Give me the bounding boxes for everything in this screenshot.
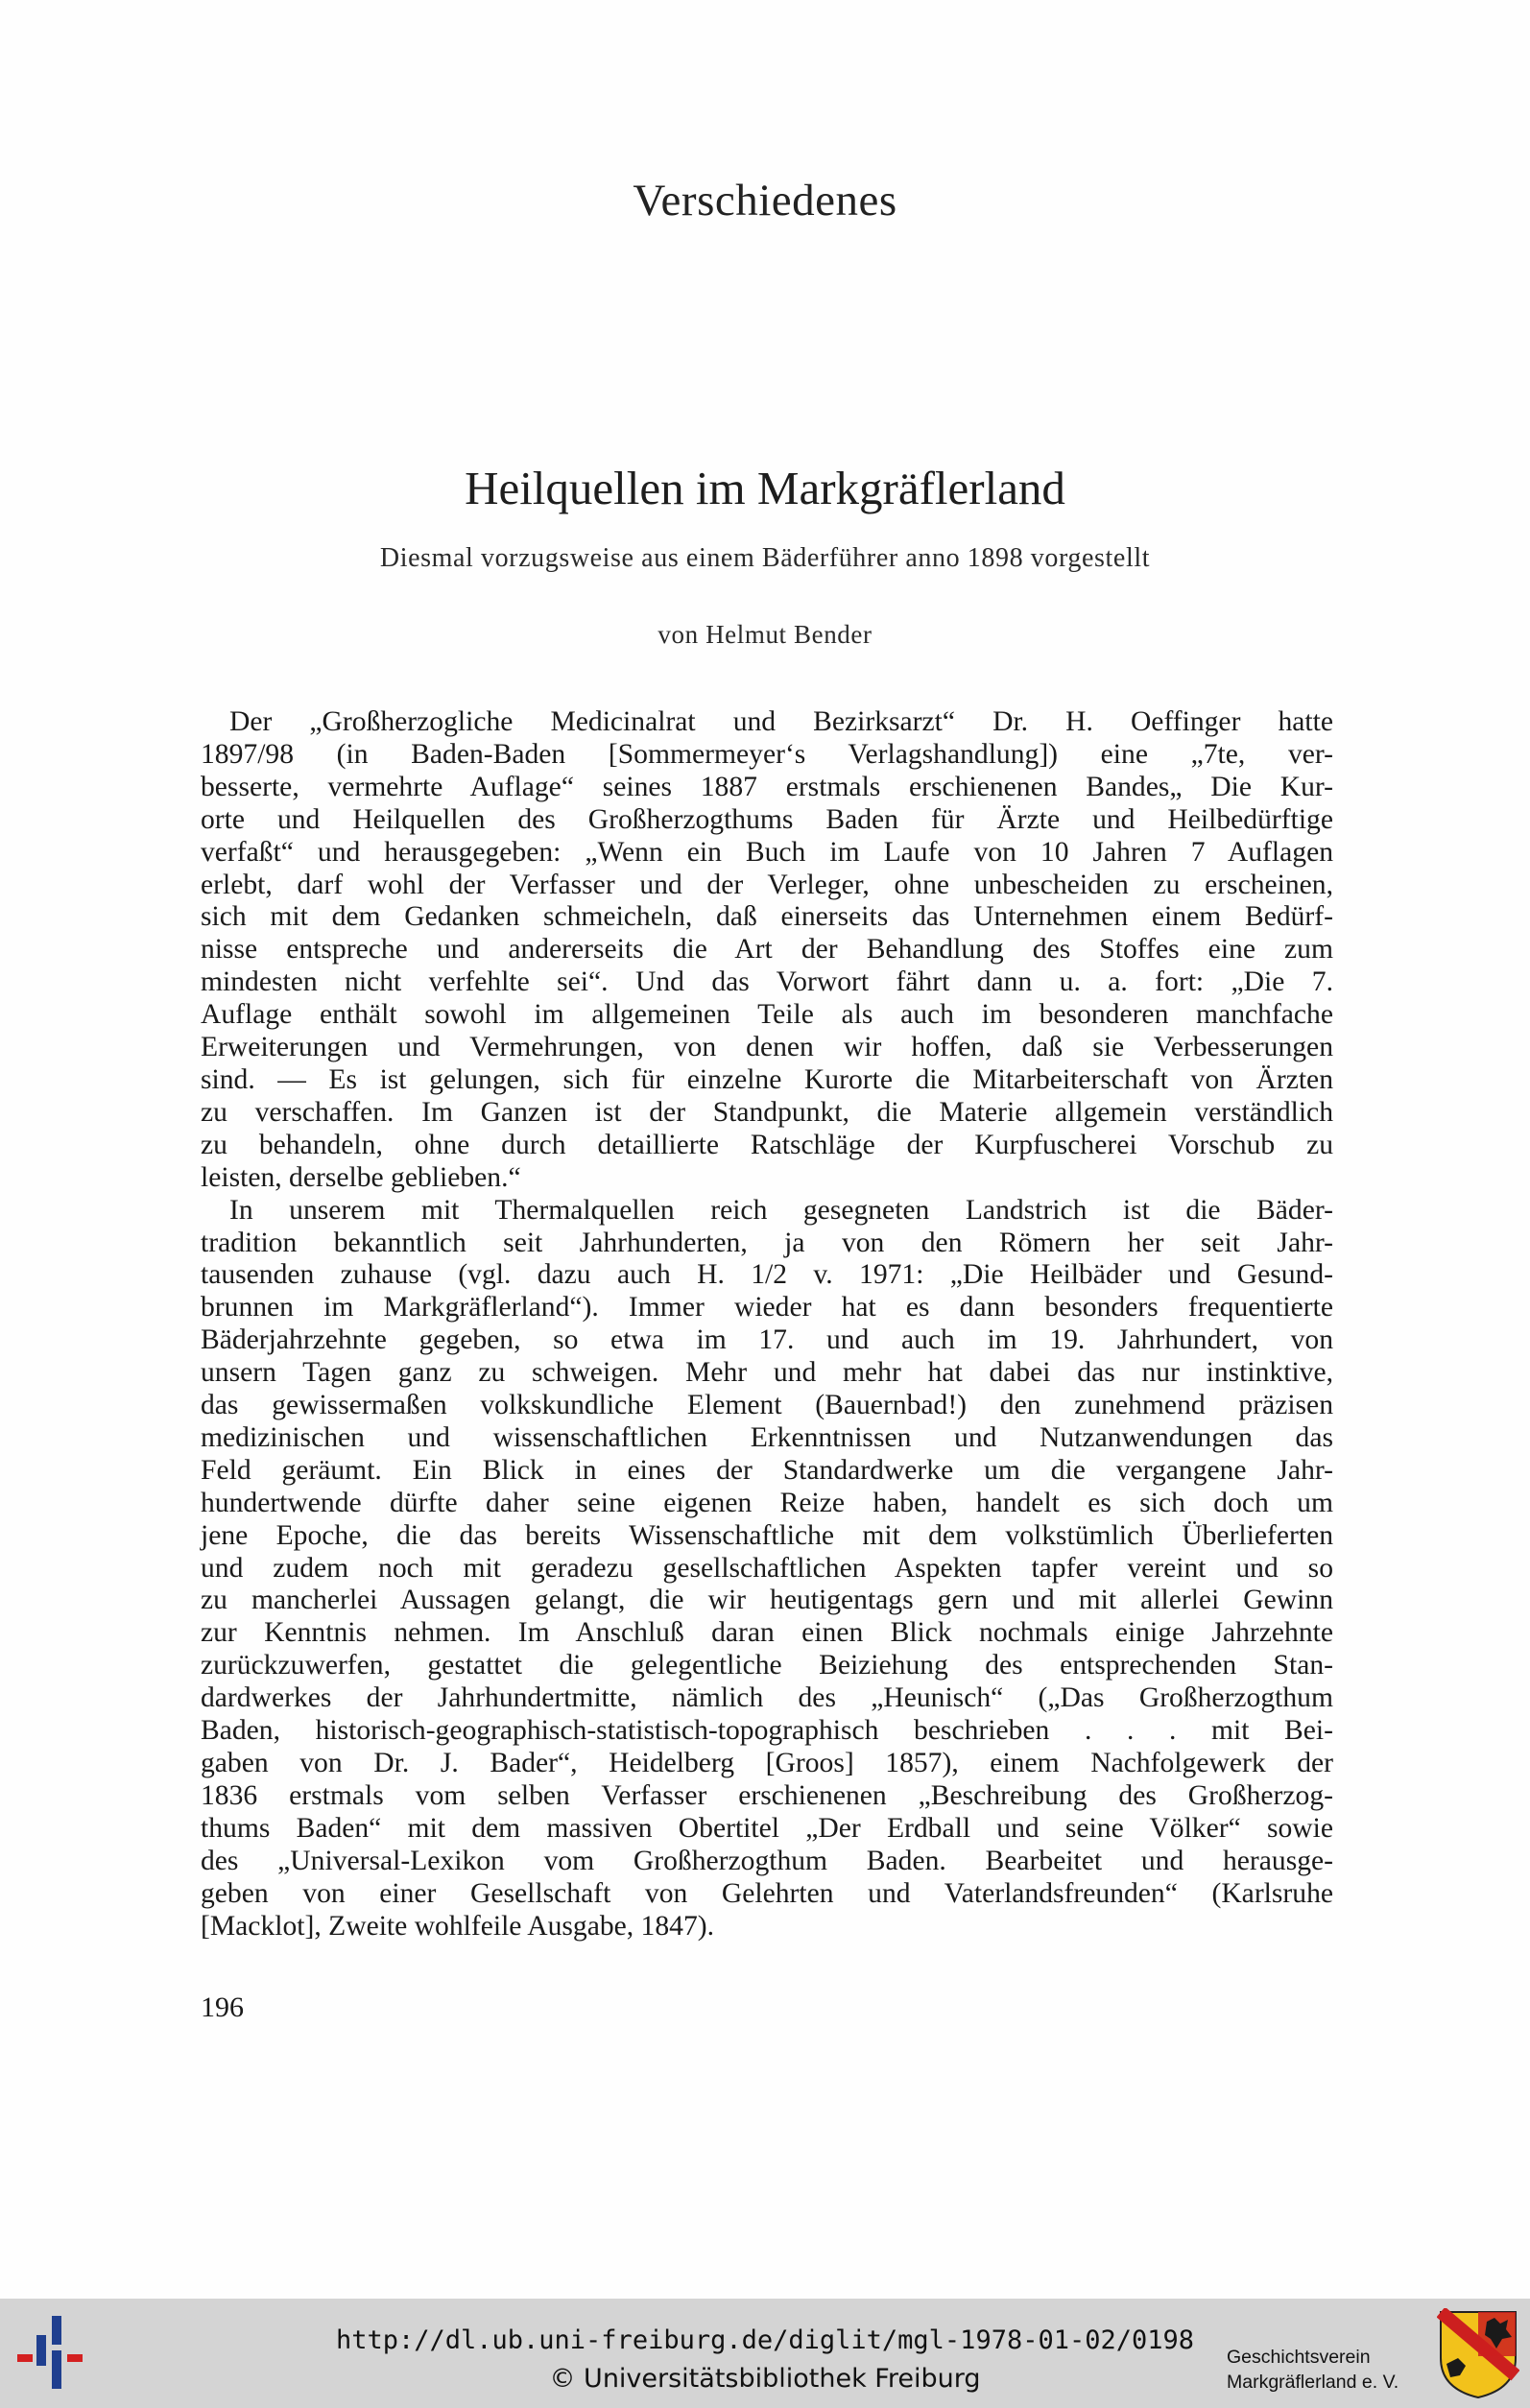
text-line: zu verschaffen. Im Ganzen ist der Standpunkt, die Materie allgemein verständlich [201, 1096, 1333, 1128]
text-line: 1897/98 (in Baden-Baden [Sommermeyer‘s Verlagshandlung]) eine „7te, ver- [201, 738, 1333, 770]
section-title: Verschiedenes [633, 176, 897, 226]
text-line: Bäderjahrzehnte gegeben, so etwa im 17. und auch im 19. Jahrhundert, von [201, 1324, 1333, 1356]
article-body [201, 706, 1333, 1943]
society-name-line2: Markgräflerland e. V. [1227, 2372, 1399, 2393]
page-number: 196 [201, 1991, 244, 2023]
text-line: Feld geräumt. Ein Blick in eines der Standardwerke um die vergangene Jahr- [201, 1454, 1333, 1486]
text-line: 1836 erstmals vom selben Verfasser erschienenen „Beschreibung des Großherzog- [201, 1779, 1333, 1811]
text-line: tausenden zuhause (vgl. dazu auch H. 1/2 v. 1971: „Die Heilbäder und Gesund- [201, 1259, 1333, 1291]
coat-of-arms-icon[interactable] [1437, 2308, 1519, 2400]
society-name-line1: Geschichtsverein [1227, 2347, 1371, 2368]
text-line: geben von einer Gesellschaft von Gelehrten und Vaterlandsfreunden“ (Karlsruhe [201, 1877, 1333, 1909]
text-line: [Macklot], Zweite wohlfeile Ausgabe, 1847). [201, 1910, 714, 1942]
text-line: leisten, derselbe geblieben.“ [201, 1161, 521, 1193]
text-line: verfaßt“ und herausgegeben: „Wenn ein Buch im Laufe von 10 Jahren 7 Auflagen [201, 836, 1333, 868]
text-line: zurückzuwerfen, gestattet die gelegentliche Beiziehung des entsprechenden Stan- [201, 1650, 1333, 1681]
paragraph-1 [201, 706, 1333, 1195]
text-line: Auflage enthält sowohl im allgemeinen Teile als auch im besonderen manchfache [201, 999, 1333, 1031]
text-line: hundertwende dürfte daher seine eigenen Reize haben, handelt es sich doch um [201, 1487, 1333, 1518]
text-line: In unserem mit Thermalquellen reich gesegneten Landstrich ist die Bäder- [229, 1194, 1333, 1226]
article-author: von Helmut Bender [657, 620, 873, 649]
text-line: zur Kenntnis nehmen. Im Anschluß daran einen Blick nochmals einige Jahrzehnte [201, 1617, 1333, 1649]
article-title: Heilquellen im Markgräflerland [465, 462, 1065, 514]
text-line: Der „Großherzogliche Medicinalrat und Bezirksarzt“ Dr. H. Oeffinger hatte [229, 706, 1333, 737]
text-line: das gewissermaßen volkskundliche Element (Bauernbad!) den zunehmend präzisen [201, 1390, 1333, 1421]
source-url-link[interactable]: http://dl.ub.uni-freiburg.de/diglit/mgl-1978-01-02/0198 [335, 2325, 1195, 2355]
text-line: und zudem noch mit geradezu gesellschaftlichen Aspekten tapfer vereint und so [201, 1552, 1333, 1584]
article-subtitle: Diesmal vorzugsweise aus einem Bäderführer anno 1898 vorgestellt [379, 543, 1151, 573]
paragraph-2 [201, 1195, 1333, 1943]
text-line: erlebt, darf wohl der Verfasser und der Verleger, ohne unbescheiden zu erscheinen, [201, 869, 1333, 900]
text-line: medizinischen und wissenschaftlichen Erkenntnissen und Nutzanwendungen das [201, 1421, 1333, 1453]
text-line: tradition bekanntlich seit Jahrhunderten, ja von den Römern her seit Jahr- [201, 1227, 1333, 1258]
text-line: besserte, vermehrte Auflage“ seines 1887 erstmals erschienenen Bandes„ Die Kur- [201, 771, 1333, 802]
text-line: dardwerkes der Jahrhundertmitte, nämlich des „Heunisch“ („Das Großherzogthum [201, 1682, 1333, 1714]
text-line: des „Universal-Lexikon vom Großherzogthum Baden. Bearbeitet und herausge- [201, 1845, 1333, 1876]
text-line: Baden, historisch-geographisch-statistisch-topographisch beschrieben . . . mit Bei- [201, 1715, 1333, 1747]
text-line: brunnen im Markgräflerland“). Immer wieder hat es dann besonders frequentierte [201, 1292, 1333, 1323]
text-line: gaben von Dr. J. Bader“, Heidelberg [Groos] 1857), einem Nachfolgewerk der [201, 1748, 1333, 1778]
text-line: thums Baden“ mit dem massiven Obertitel „Der Erdball und seine Völker“ sowie [201, 1812, 1333, 1844]
copyright-text: © Universitätsbibliothek Freiburg [549, 2364, 981, 2394]
footer-bar [0, 2299, 1530, 2408]
text-line: mindesten nicht verfehlte sei“. Und das Vorwort fährt dann u. a. fort: „Die 7. [201, 966, 1333, 998]
text-line: nisse entspreche und andererseits die Art der Behandlung des Stoffes eine zum [201, 934, 1333, 966]
text-line: zu behandeln, ohne durch detaillierte Ratschläge der Kurpfuscherei Vorschub zu [201, 1129, 1333, 1160]
text-line: unsern Tagen ganz zu schweigen. Mehr und mehr hat dabei das nur instinktive, [201, 1357, 1333, 1389]
text-line: orte und Heilquellen des Großherzogthums Baden für Ärzte und Heilbedürftige [201, 803, 1333, 835]
text-line: sich mit dem Gedanken schmeicheln, daß einerseits das Unternehmen einem Bedürf- [201, 901, 1333, 933]
society-name [1227, 2345, 1447, 2395]
text-line: sind. — Es ist gelungen, sich für einzelne Kurorte die Mitarbeiterschaft von Ärzten [201, 1063, 1333, 1095]
text-line: zu mancherlei Aussagen gelangt, die wir heutigentags gern und mit allerlei Gewinn [201, 1585, 1333, 1616]
text-line: Erweiterungen und Vermehrungen, von denen wir hoffen, daß sie Verbesserungen [201, 1032, 1333, 1063]
text-line: jene Epoche, die das bereits Wissenschaftliche mit dem volkstümlich Überlieferten [201, 1519, 1333, 1551]
